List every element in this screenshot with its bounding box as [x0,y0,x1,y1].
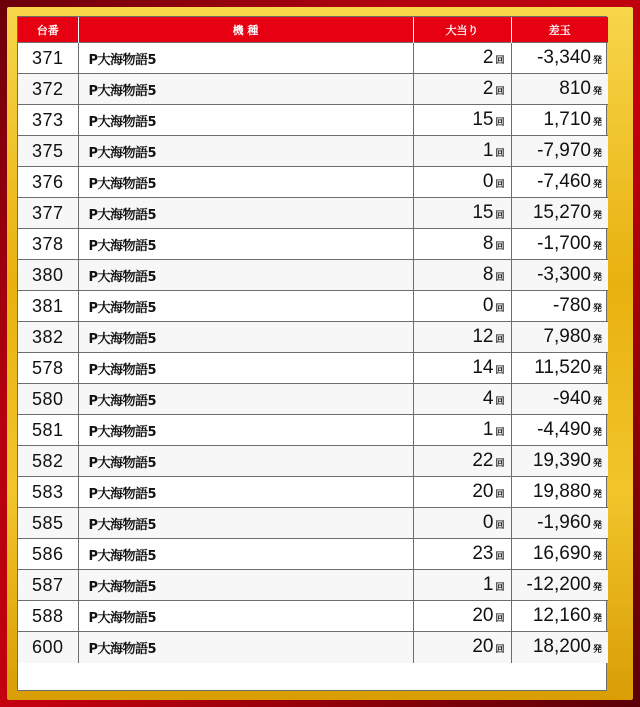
table-header [18,17,608,43]
table-row [18,136,608,167]
table-row [18,601,608,632]
ball-difference-cell [511,601,608,632]
jackpot-count-cell [413,43,511,74]
jackpot-count-cell [413,322,511,353]
machine-number-cell: 378 [18,229,78,260]
machine-number-cell: 588 [18,601,78,632]
ball-unit: 発 [592,118,602,128]
ball-unit: 発 [592,552,602,562]
jackpot-unit: 回 [495,552,505,562]
ball-difference-cell [511,477,608,508]
machine-number-cell: 371 [18,43,78,74]
header-jackpots: 大当り [413,17,511,43]
ball-difference-value: -7,970 [537,140,591,161]
table-row [18,260,608,291]
model-name-cell: P大海物語5 [78,291,413,322]
ball-unit: 発 [592,242,602,252]
jackpot-count-value: 1 [482,574,494,595]
jackpot-count-value: 2 [482,47,494,68]
ball-difference-cell [511,508,608,539]
table-row [18,539,608,570]
jackpot-count-value: 0 [482,295,494,316]
jackpot-unit: 回 [495,211,505,221]
jackpot-count-value: 0 [482,171,494,192]
ball-difference-value: -780 [552,295,591,316]
jackpot-unit: 回 [495,304,505,314]
ball-difference-value: 1,710 [543,109,591,130]
ball-difference-value: -940 [552,388,591,409]
model-name-cell: P大海物語5 [78,539,413,570]
machine-number-cell: 377 [18,198,78,229]
jackpot-count-value: 1 [482,140,494,161]
ball-difference-value: -4,490 [537,419,591,440]
ball-difference-value: 18,200 [532,636,591,658]
table-row [18,291,608,322]
ball-difference-value: -3,300 [537,264,591,285]
ball-difference-cell [511,136,608,167]
ball-difference-value: 19,880 [532,481,591,502]
ball-unit: 発 [592,211,602,221]
table-row [18,632,608,663]
table-body [18,43,608,663]
model-name-cell: P大海物語5 [78,322,413,353]
ball-unit: 発 [592,459,602,469]
ball-unit: 発 [592,56,602,66]
machine-number-cell: 382 [18,322,78,353]
model-name-cell: P大海物語5 [78,105,413,136]
ball-difference-value: -12,200 [526,574,591,595]
jackpot-count-value: 22 [472,450,494,471]
ball-difference-cell [511,74,608,105]
machine-number-cell: 380 [18,260,78,291]
jackpot-unit: 回 [495,459,505,469]
jackpot-unit: 回 [495,118,505,128]
jackpot-count-value: 4 [482,388,494,409]
table-row [18,322,608,353]
jackpot-count-value: 1 [482,419,494,440]
ball-unit: 発 [592,335,602,345]
jackpot-unit: 回 [495,397,505,407]
machine-number-cell: 381 [18,291,78,322]
ball-difference-cell [511,446,608,477]
machine-number-cell: 583 [18,477,78,508]
jackpot-count-cell [413,198,511,229]
model-name-cell: P大海物語5 [78,353,413,384]
machine-number-cell: 587 [18,570,78,601]
machine-number-cell: 373 [18,105,78,136]
ball-unit: 発 [592,645,602,656]
table-row [18,508,608,539]
ball-difference-value: 15,270 [532,202,591,223]
model-name-cell: P大海物語5 [78,198,413,229]
ball-difference-cell [511,632,608,663]
ball-unit: 発 [592,87,602,97]
slot-data-table [18,17,608,663]
jackpot-count-cell [413,291,511,322]
model-name-cell: P大海物語5 [78,477,413,508]
jackpot-count-value: 8 [482,233,494,254]
jackpot-count-value: 20 [472,605,494,626]
table-row [18,570,608,601]
model-name-cell: P大海物語5 [78,74,413,105]
ball-difference-cell [511,260,608,291]
machine-number-cell: 586 [18,539,78,570]
slot-data-table-container [17,16,607,691]
table-row [18,105,608,136]
ball-difference-cell [511,291,608,322]
ball-unit: 発 [592,273,602,283]
ball-difference-cell [511,415,608,446]
ball-unit: 発 [592,180,602,190]
machine-number-cell: 600 [18,632,78,663]
jackpot-unit: 回 [495,56,505,66]
ball-unit: 発 [592,397,602,407]
ball-difference-cell [511,105,608,136]
ball-difference-cell [511,43,608,74]
ball-unit: 発 [592,428,602,438]
jackpot-unit: 回 [495,273,505,283]
jackpot-unit: 回 [495,428,505,438]
jackpot-count-value: 15 [472,109,494,130]
jackpot-unit: 回 [495,335,505,345]
machine-number-cell: 581 [18,415,78,446]
model-name-cell: P大海物語5 [78,415,413,446]
ball-difference-cell [511,322,608,353]
jackpot-count-cell [413,632,511,663]
jackpot-unit: 回 [495,87,505,97]
jackpot-count-cell [413,260,511,291]
machine-number-cell: 582 [18,446,78,477]
model-name-cell: P大海物語5 [78,446,413,477]
machine-number-cell: 375 [18,136,78,167]
jackpot-count-value: 23 [472,543,494,564]
table-row [18,74,608,105]
ball-unit: 発 [592,149,602,159]
ball-difference-cell [511,167,608,198]
ball-difference-cell [511,353,608,384]
jackpot-count-value: 2 [482,78,494,99]
jackpot-unit: 回 [495,149,505,159]
ball-difference-value: -1,960 [537,512,591,533]
jackpot-count-cell [413,74,511,105]
jackpot-count-value: 20 [472,636,494,658]
machine-number-cell: 585 [18,508,78,539]
jackpot-unit: 回 [495,583,505,593]
ball-difference-value: 7,980 [543,326,591,347]
jackpot-unit: 回 [495,180,505,190]
header-machine-number: 台番 [18,17,78,43]
ball-unit: 発 [592,304,602,314]
ball-difference-value: 11,520 [534,357,591,378]
jackpot-count-cell [413,105,511,136]
table-row [18,353,608,384]
model-name-cell: P大海物語5 [78,43,413,74]
table-row [18,446,608,477]
machine-number-cell: 372 [18,74,78,105]
table-row [18,43,608,74]
jackpot-count-value: 20 [472,481,494,502]
jackpot-count-cell [413,601,511,632]
table-row [18,477,608,508]
ball-difference-value: 19,390 [532,450,591,471]
jackpot-count-value: 0 [482,512,494,533]
jackpot-count-cell [413,136,511,167]
jackpot-count-cell [413,353,511,384]
ball-difference-value: -3,340 [537,47,591,68]
model-name-cell: P大海物語5 [78,136,413,167]
model-name-cell: P大海物語5 [78,601,413,632]
header-ball-difference: 差玉 [511,17,608,43]
model-name-cell: P大海物語5 [78,229,413,260]
ball-unit: 発 [592,521,602,531]
machine-number-cell: 578 [18,353,78,384]
jackpot-unit: 回 [495,614,505,624]
model-name-cell: P大海物語5 [78,570,413,601]
model-name-cell: P大海物語5 [78,508,413,539]
jackpot-count-cell [413,415,511,446]
ball-difference-cell [511,539,608,570]
jackpot-unit: 回 [495,242,505,252]
table-row [18,384,608,415]
table-row [18,415,608,446]
table-row [18,229,608,260]
ball-difference-value: -7,460 [537,171,591,192]
jackpot-count-value: 12 [472,326,494,347]
ball-difference-cell [511,229,608,260]
ball-unit: 発 [592,583,602,593]
jackpot-count-value: 15 [472,202,494,223]
ball-difference-value: 810 [559,78,591,99]
model-name-cell: P大海物語5 [78,167,413,198]
ball-unit: 発 [592,490,602,500]
model-name-cell: P大海物語5 [78,260,413,291]
ball-difference-cell [511,384,608,415]
jackpot-count-value: 8 [482,264,494,285]
header-model: 機 種 [78,17,413,43]
header-row [18,17,608,43]
jackpot-count-cell [413,508,511,539]
jackpot-unit: 回 [495,645,505,656]
jackpot-count-cell [413,477,511,508]
ball-unit: 発 [592,366,602,376]
ball-difference-cell [511,198,608,229]
jackpot-count-cell [413,384,511,415]
ball-unit: 発 [592,614,602,624]
jackpot-unit: 回 [495,521,505,531]
model-name-cell: P大海物語5 [78,384,413,415]
jackpot-count-value: 14 [472,357,494,378]
table-row [18,167,608,198]
jackpot-count-cell [413,446,511,477]
model-name-cell: P大海物語5 [78,632,413,663]
jackpot-count-cell [413,229,511,260]
ball-difference-cell [511,570,608,601]
jackpot-count-cell [413,539,511,570]
machine-number-cell: 580 [18,384,78,415]
ball-difference-value: 16,690 [532,543,591,564]
jackpot-count-cell [413,570,511,601]
machine-number-cell: 376 [18,167,78,198]
ball-difference-value: 12,160 [532,605,591,626]
jackpot-unit: 回 [495,490,505,500]
jackpot-count-cell [413,167,511,198]
table-row [18,198,608,229]
jackpot-unit: 回 [495,366,505,376]
ball-difference-value: -1,700 [537,233,591,254]
